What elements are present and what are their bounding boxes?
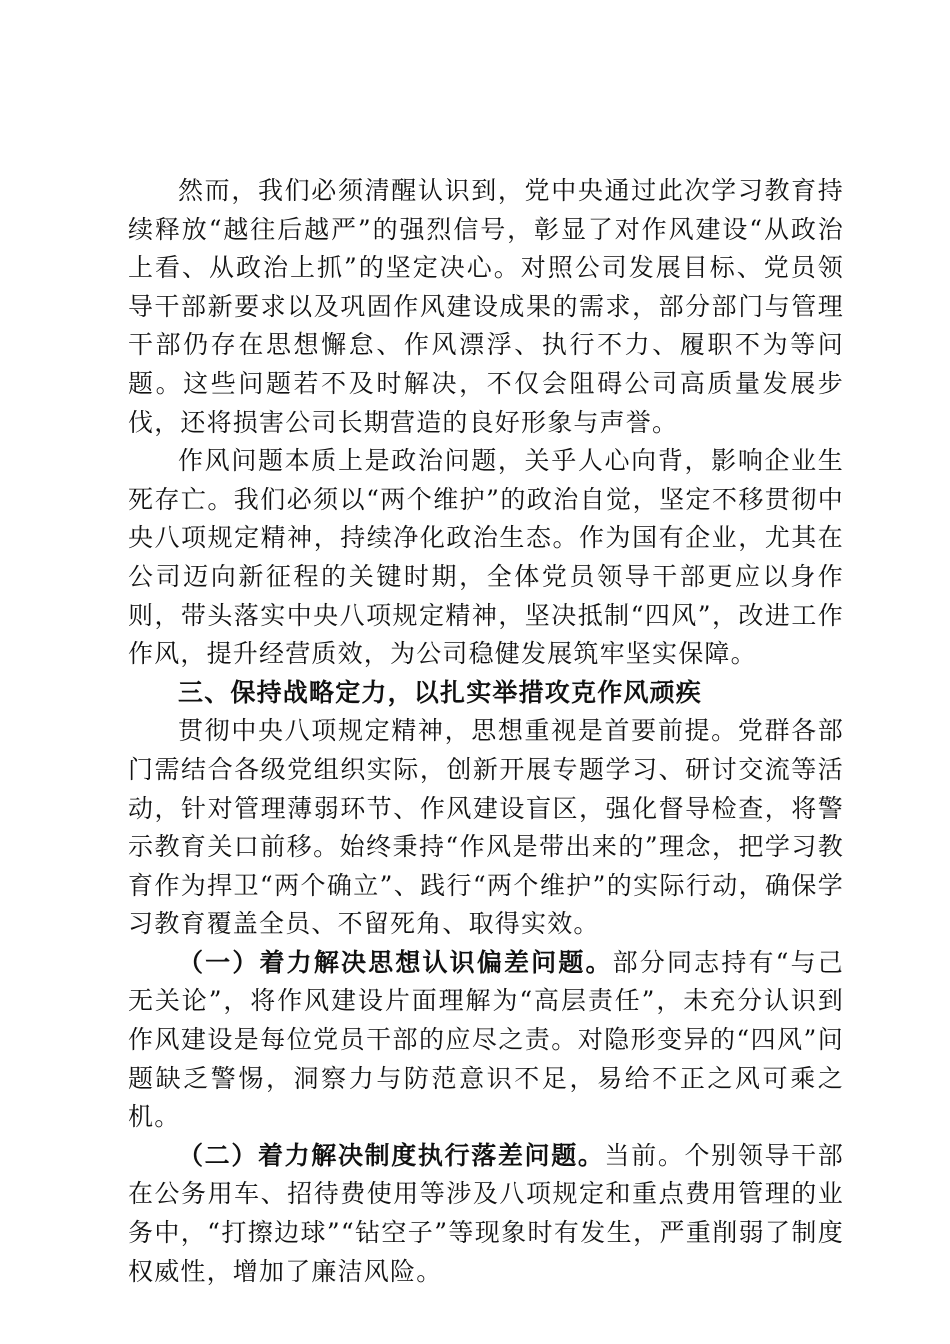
paragraph-3: 贯彻中央八项规定精神，思想重视是首要前提。党群各部门需结合各级党组织实际，创新开展专题学习、研讨交流等活动，针对管理薄弱环节、作风建设盲区，强化督导检查，将警示教育关口前移。始终秉持“作风是带出来的”理念，把学习教育作为捍卫“两个确立”、践行“两个维护”的实际行动，确保学习教育覆盖全员、不留死角、取得实效。 (128, 716, 844, 939)
document-body (128, 172, 844, 1291)
subsection-1-title: （一）着力解决思想认识偏差问题。 (178, 947, 613, 977)
paragraph-2: 作风问题本质上是政治问题，关乎人心向背，影响企业生死存亡。我们必须以“两个维护”的政治自觉，坚定不移贯彻中央八项规定精神，持续净化政治生态。作为国有企业，尤其在公司迈向新征程的关键时期，全体党员领导干部更应以身作则，带头落实中央八项规定精神，坚决抵制“四风”，改进工作作风，提升经营质效，为公司稳健发展筑牢坚实保障。 (128, 446, 844, 669)
subsection-1-text: 部分同志持有“与己无关论”，将作风建设片面理解为“高层责任”，未充分认识到作风建设是每位党员干部的应尽之责。对隐形变异的“四风”问题缺乏警惕，洞察力与防范意识不足，易给不正之风可乘之机。 (128, 947, 844, 1132)
subsection-2-title: （二）着力解决制度执行落差问题。 (178, 1140, 605, 1170)
paragraph-1: 然而，我们必须清醒认识到，党中央通过此次学习教育持续释放“越往后越严”的强烈信号，彰显了对作风建设“从政治上看、从政治上抓”的坚定决心。对照公司发展目标、党员领导干部新要求以及巩固作风建设成果的需求，部分部门与管理干部仍存在思想懈怠、作风漂浮、执行不力、履职不为等问题。这些问题若不及时解决，不仅会阻碍公司高质量发展步伐，还将损害公司长期营造的良好形象与声誉。 (128, 176, 844, 437)
subsection-2 (128, 1137, 844, 1291)
subsection-2-text: 当前。个别领导干部在公务用车、招待费使用等涉及八项规定和重点费用管理的业务中，“打擦边球”“钻空子”等现象时有发生，严重削弱了制度权威性，增加了廉洁风险。 (128, 1140, 844, 1286)
subsection-1 (128, 944, 844, 1137)
section-heading-3: 三、保持战略定力，以扎实举措攻克作风顽疾 (178, 677, 703, 707)
